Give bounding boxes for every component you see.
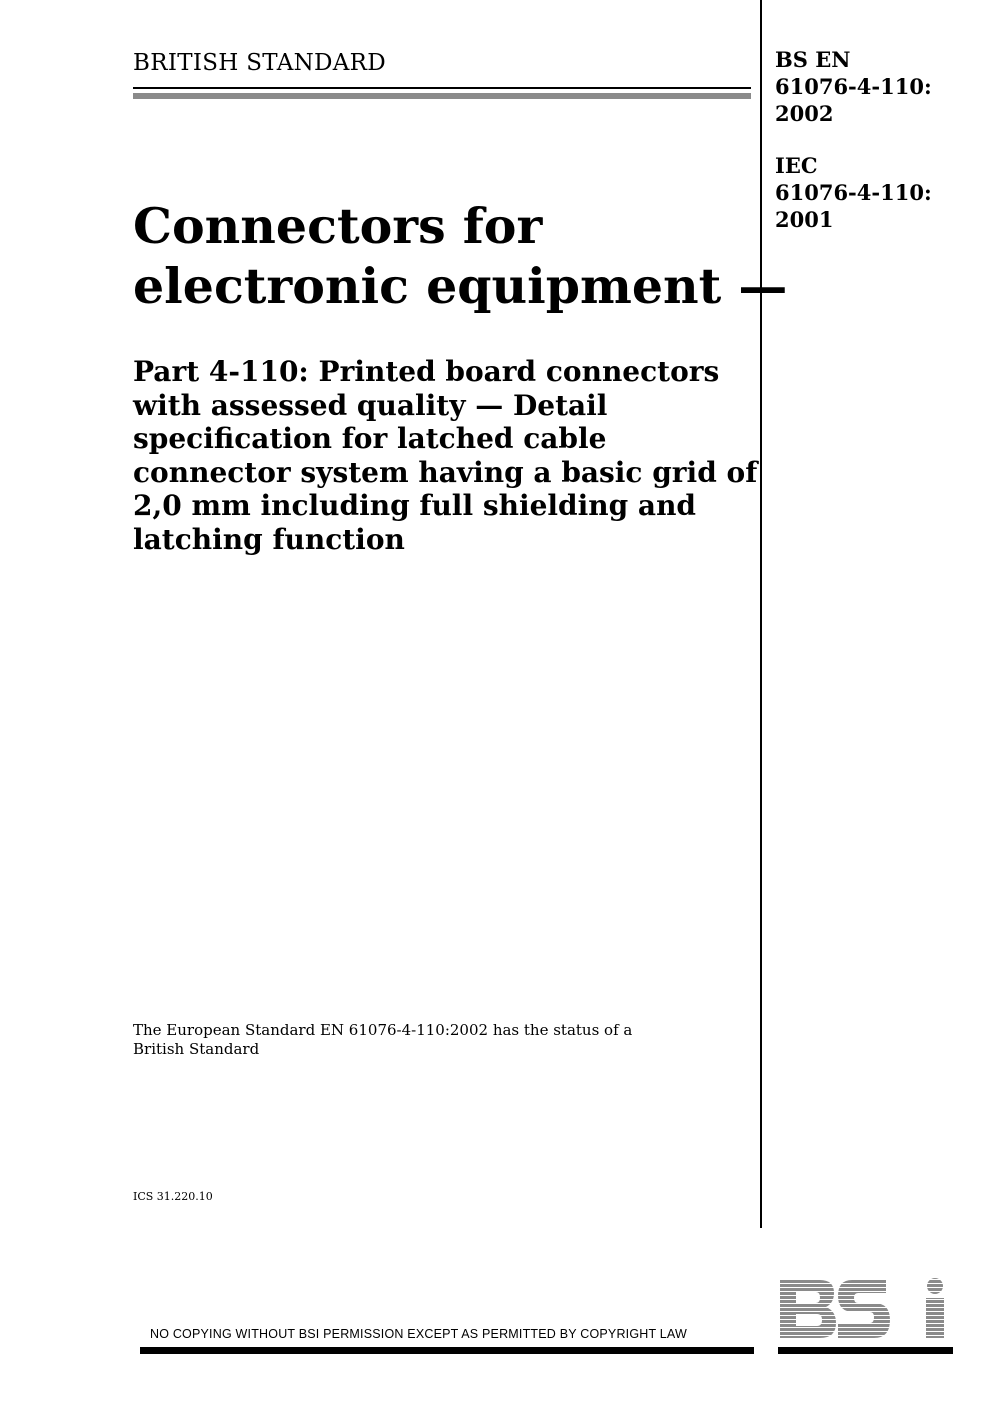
header-label: BRITISH STANDARD: [133, 50, 387, 76]
status-line: The European Standard EN 61076-4-110:2002 has the status of a: [133, 1021, 633, 1039]
bs-number-line: BS EN: [775, 47, 851, 72]
subtitle-line: latching function: [133, 522, 405, 556]
bs-standard-number: [775, 46, 932, 127]
iec-standard-number: [775, 152, 932, 233]
copyright-notice: NO COPYING WITHOUT BSI PERMISSION EXCEPT AS PERMITTED BY COPYRIGHT LAW: [150, 1327, 688, 1341]
subtitle-line: Part 4-110: Printed board connectors: [133, 355, 720, 388]
title-line: electronic equipment —: [133, 257, 788, 315]
title-line: Connectors for: [133, 197, 543, 255]
iec-number-line: IEC: [775, 153, 818, 178]
footer-rule: [140, 1347, 754, 1354]
iec-number-line: 2001: [775, 207, 834, 232]
bs-number-line: 61076-4-110:: [775, 74, 932, 99]
ics-code: ICS 31.220.10: [133, 1190, 213, 1203]
status-line: British Standard: [133, 1040, 260, 1058]
header-rule-thin: [133, 87, 751, 89]
document-title: [133, 196, 788, 316]
document-subtitle: [133, 355, 758, 556]
logo-rule: [778, 1347, 953, 1354]
column-divider: [760, 0, 762, 1228]
bs-number-line: 2002: [775, 101, 834, 126]
header-rule-grey: [133, 93, 751, 99]
iec-number-line: 61076-4-110:: [775, 180, 932, 205]
subtitle-line: specification for latched cable: [133, 422, 607, 455]
subtitle-line: 2,0 mm including full shielding and: [133, 489, 697, 522]
subtitle-line: with assessed quality — Detail: [133, 388, 608, 422]
subtitle-line: connector system having a basic grid of: [133, 455, 758, 489]
status-note: [133, 1021, 693, 1059]
bsi-logo: [778, 1276, 954, 1342]
